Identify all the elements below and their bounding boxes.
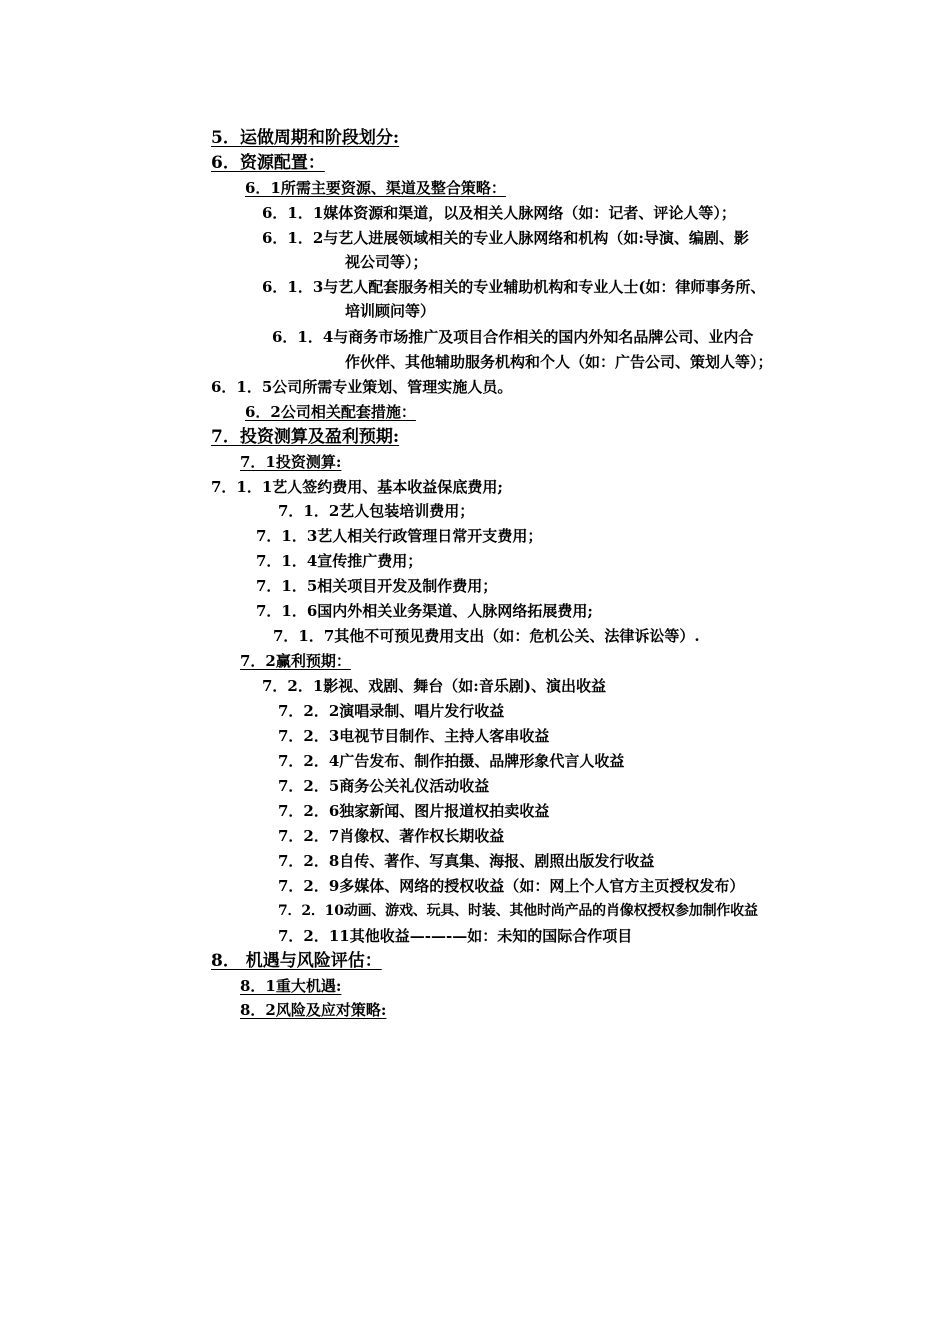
heading-section-6-1: 6．1所需主要资源、渠道及整合策略： bbox=[245, 179, 506, 197]
list-item-6-1-2: 6．1．2与艺人进展领域相关的专业人脉网络和机构（如:导演、编剧、影 bbox=[262, 229, 749, 247]
heading-section-7-1: 7．1投资测算: bbox=[240, 453, 342, 471]
list-item-6-1-5: 6．1．5公司所需专业策划、管理实施人员。 bbox=[211, 378, 513, 396]
list-item-6-1-3: 6．1．3与艺人配套服务相关的专业辅助机构和专业人士(如：律师事务所、 bbox=[262, 278, 766, 296]
heading-section-8-1: 8．1重大机遇: bbox=[240, 977, 342, 995]
list-item-7-2-2: 7．2．2演唱录制、唱片发行收益 bbox=[278, 702, 505, 720]
heading-section-8: 8． 机遇与风险评估： bbox=[211, 951, 382, 971]
list-item-7-1-3: 7．1．3艺人相关行政管理日常开支费用； bbox=[256, 527, 543, 545]
list-item-7-2-9: 7．2．9多媒体、网络的授权收益（如：网上个人官方主页授权发布） bbox=[278, 877, 745, 895]
heading-section-7: 7．投资测算及盈利预期: bbox=[211, 427, 400, 447]
list-item-7-2-8: 7．2．8自传、著作、写真集、海报、剧照出版发行收益 bbox=[278, 852, 655, 870]
list-item-7-2-4: 7．2．4广告发布、制作拍摄、品牌形象代言人收益 bbox=[278, 752, 625, 770]
list-item-7-1-1: 7．1．1艺人签约费用、基本收益保底费用; bbox=[211, 478, 503, 496]
list-item-6-1-4-cont: 作伙伴、其他辅助服务机构和个人（如：广告公司、策划人等）； bbox=[345, 353, 773, 371]
list-item-7-2-1: 7．2．1影视、戏剧、舞台（如:音乐剧)、演出收益 bbox=[262, 677, 606, 695]
heading-section-8-2: 8．2风险及应对策略: bbox=[240, 1001, 387, 1019]
heading-section-7-2: 7．2赢利预期： bbox=[240, 652, 351, 670]
list-item-7-2-11: 7．2．11其他收益—-—-—如：未知的国际合作项目 bbox=[278, 927, 633, 945]
list-item-7-2-7: 7．2．7肖像权、著作权长期收益 bbox=[278, 827, 505, 845]
list-item-7-1-7: 7．1．7其他不可预见费用支出（如：危机公关、法律诉讼等）. bbox=[273, 627, 700, 645]
list-item-7-1-2: 7．1．2艺人包装培训费用； bbox=[278, 502, 475, 520]
list-item-6-1-1: 6．1．1媒体资源和渠道，以及相关人脉网络（如：记者、评论人等）； bbox=[262, 204, 736, 222]
list-item-6-1-4: 6．1．4与商务市场推广及项目合作相关的国内外知名品牌公司、业内合 bbox=[272, 328, 754, 346]
list-item-7-2-5: 7．2．5商务公关礼仪活动收益 bbox=[278, 777, 490, 795]
list-item-6-1-3-cont: 培训顾问等） bbox=[345, 302, 436, 320]
heading-section-5: 5．运做周期和阶段划分: bbox=[211, 128, 400, 148]
list-item-7-1-4: 7．1．4宣传推广费用； bbox=[256, 552, 423, 570]
list-item-7-2-6: 7．2．6独家新闻、图片报道权拍卖收益 bbox=[278, 802, 550, 820]
heading-section-6-2: 6．2公司相关配套措施： bbox=[245, 403, 416, 421]
list-item-6-1-2-cont: 视公司等）； bbox=[345, 253, 428, 271]
list-item-7-1-6: 7．1．6国内外相关业务渠道、人脉网络拓展费用; bbox=[256, 602, 593, 620]
list-item-7-2-3: 7．2．3电视节目制作、主持人客串收益 bbox=[278, 727, 550, 745]
heading-section-6: 6．资源配置： bbox=[211, 153, 325, 173]
list-item-7-1-5: 7．1．5相关项目开发及制作费用； bbox=[256, 577, 498, 595]
list-item-7-2-10: 7．2．10动画、游戏、玩具、时装、其他时尚产品的肖像权授权参加制作收益 bbox=[278, 903, 758, 919]
